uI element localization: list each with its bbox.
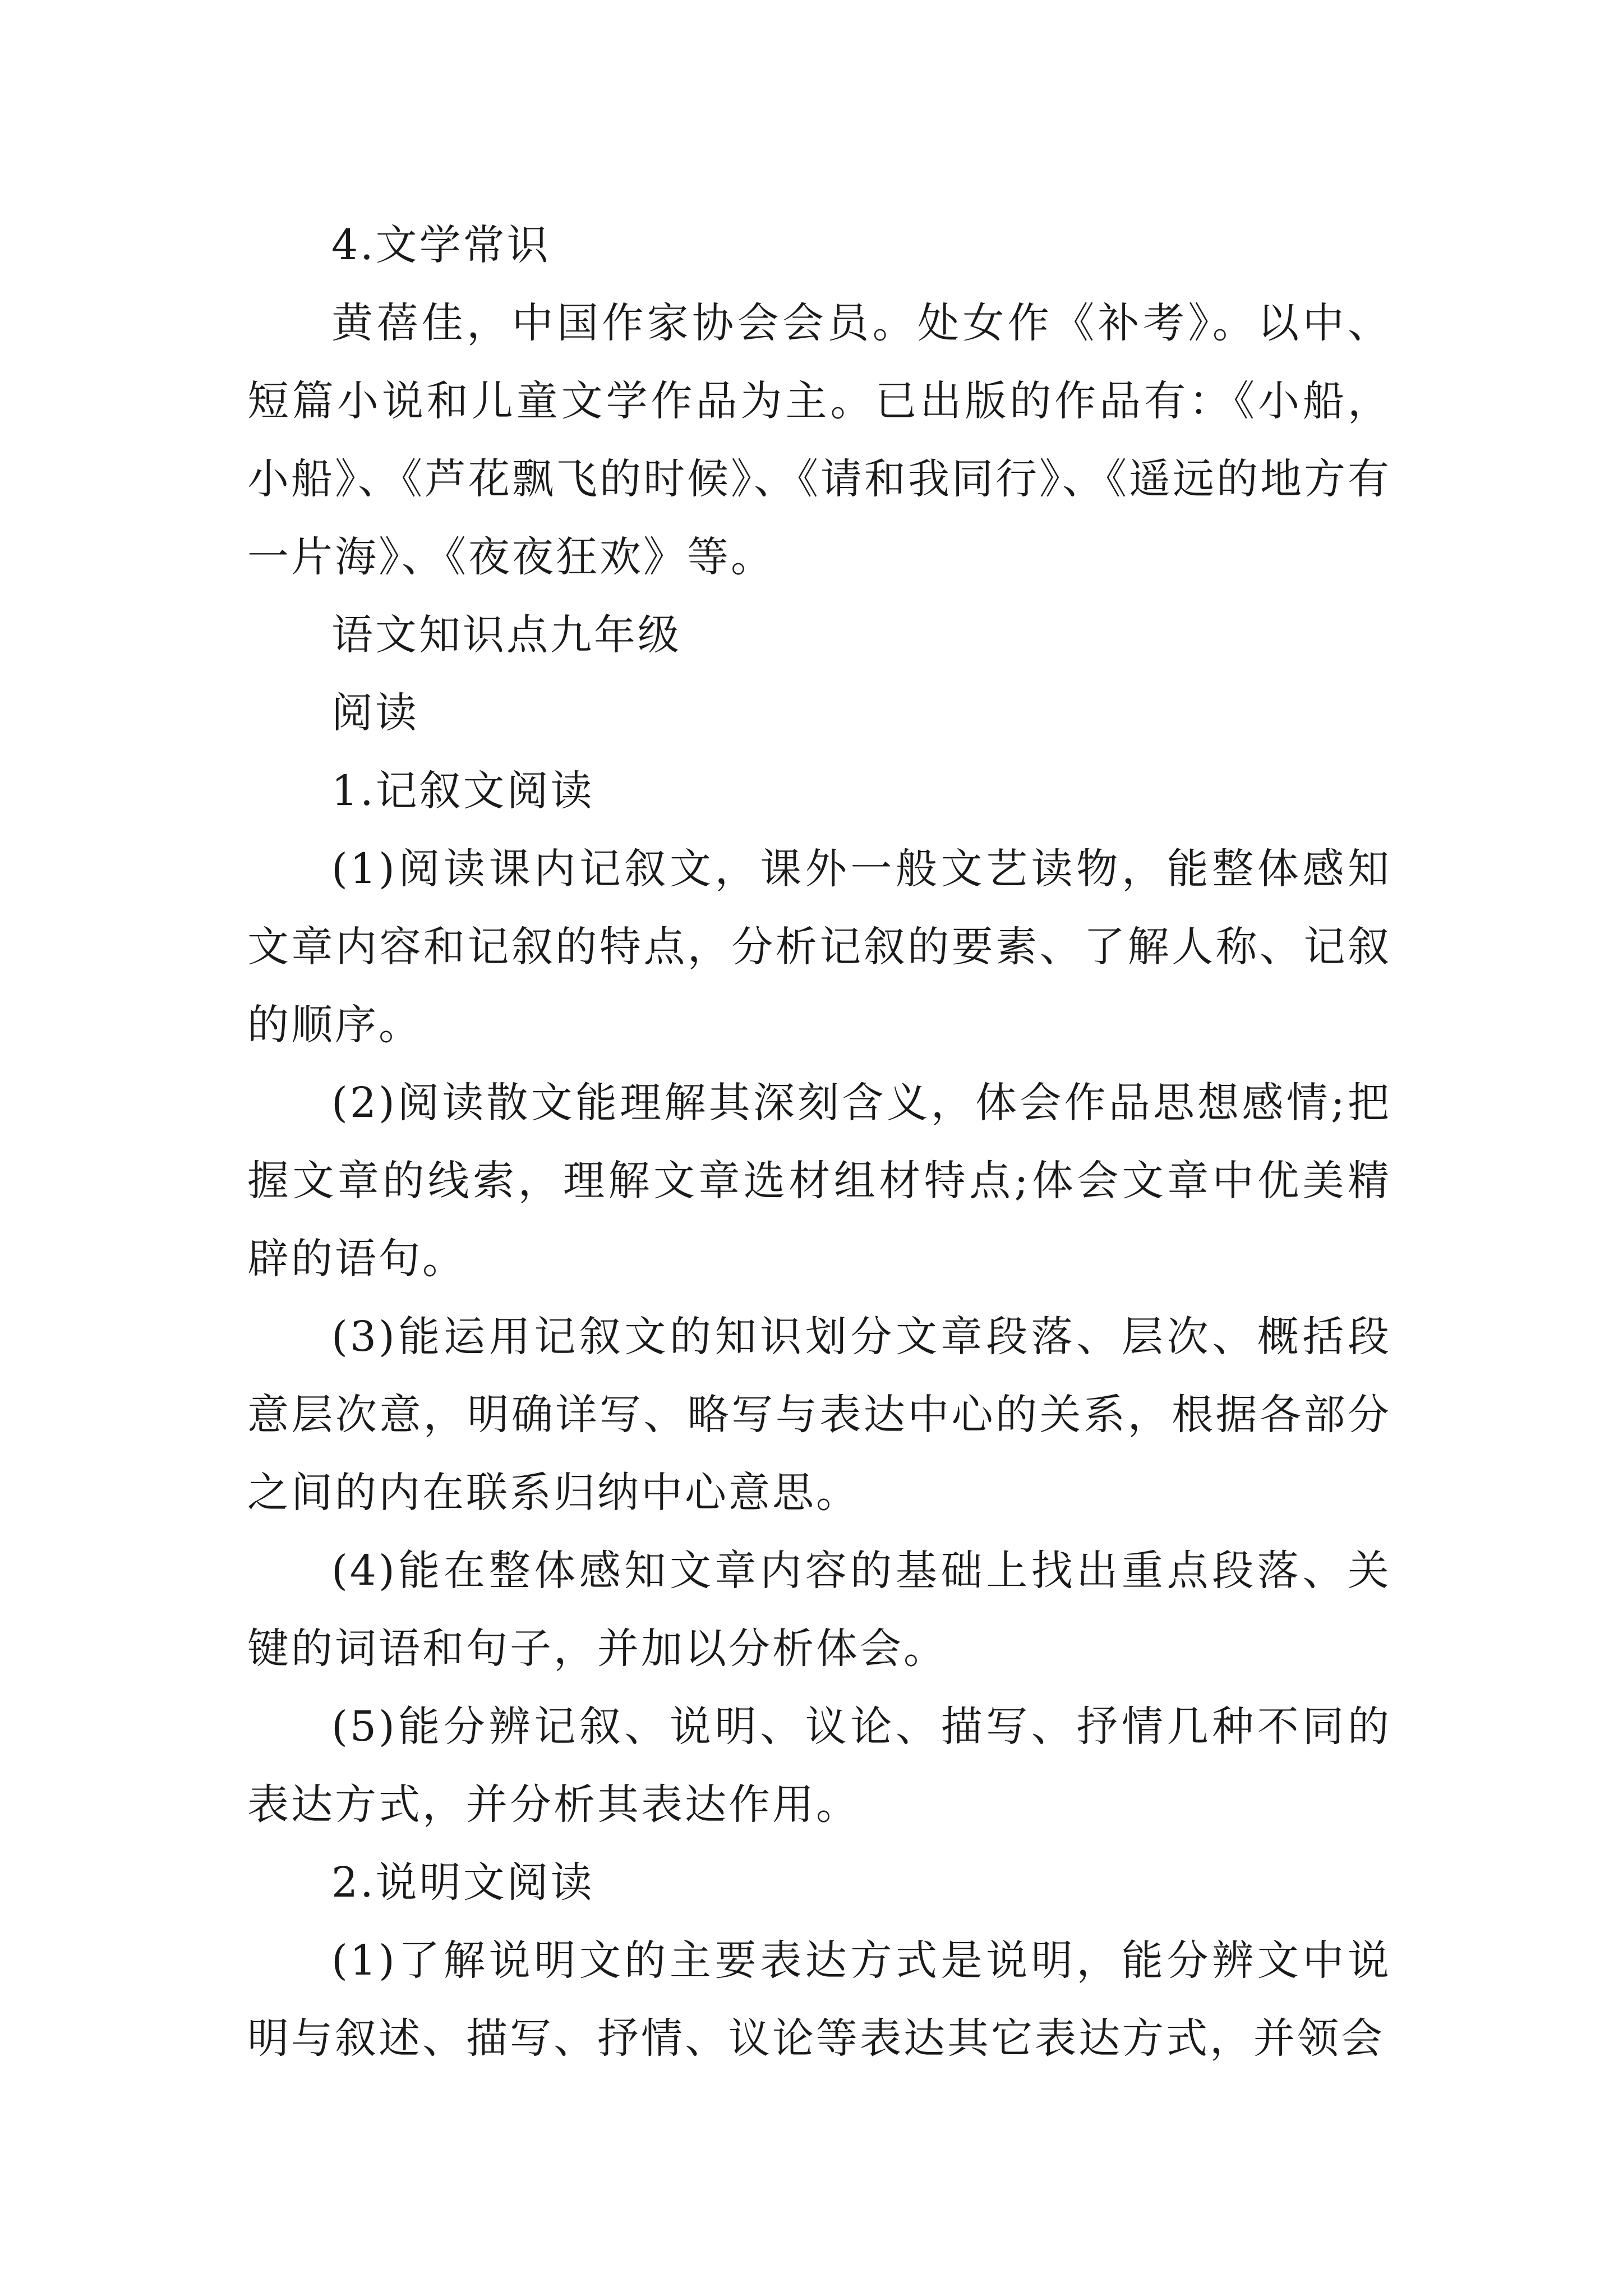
paragraph-item-4: (4)能在整体感知文章内容的基础上找出重点段落、关键的词语和句子，并加以分析体会。 bbox=[247, 1547, 1391, 1673]
paragraph-author-bio: 黄蓓佳，中国作家协会会员。处女作《补考》。以中、短篇小说和儿童文学作品为主。已出版的作品有：《小船，小船》、《芦花飘飞的时候》、《请和我同行》、《遥远的地方有一片海》、《夜夜狂欢》等。 bbox=[247, 299, 1391, 581]
heading-narrative-reading: 1.记叙文阅读 bbox=[331, 767, 594, 815]
paragraph-item-5: (5)能分辨记叙、说明、议论、描写、抒情几种不同的表达方式，并分析其表达作用。 bbox=[247, 1703, 1391, 1829]
paragraph-expository-item-1: (1)了解说明文的主要表达方式是说明，能分辨文中说明与叙述、描写、抒情、议论等表达其它表达方式，并领会 bbox=[247, 1936, 1391, 2063]
paragraph-item-1: (1)阅读课内记叙文，课外一般文艺读物，能整体感知文章内容和记叙的特点，分析记叙的要素、了解人称、记叙的顺序。 bbox=[247, 845, 1391, 1049]
heading-expository-reading: 2.说明文阅读 bbox=[331, 1858, 594, 1907]
heading-reading: 阅读 bbox=[331, 689, 419, 737]
section-heading-literary-knowledge: 4.文学常识 bbox=[331, 221, 551, 269]
document-body bbox=[247, 206, 1391, 2078]
paragraph-item-2: (2)阅读散文能理解其深刻含义，体会作品思想感情;把握文章的线索，理解文章选材组材特点;体会文章中优美精辟的语句。 bbox=[247, 1079, 1391, 1283]
heading-grade-nine-knowledge: 语文知识点九年级 bbox=[331, 611, 681, 659]
paragraph-item-3: (3)能运用记叙文的知识划分文章段落、层次、概括段意层次意，明确详写、略写与表达中心的关系，根据各部分之间的内在联系归纳中心意思。 bbox=[247, 1313, 1391, 1517]
